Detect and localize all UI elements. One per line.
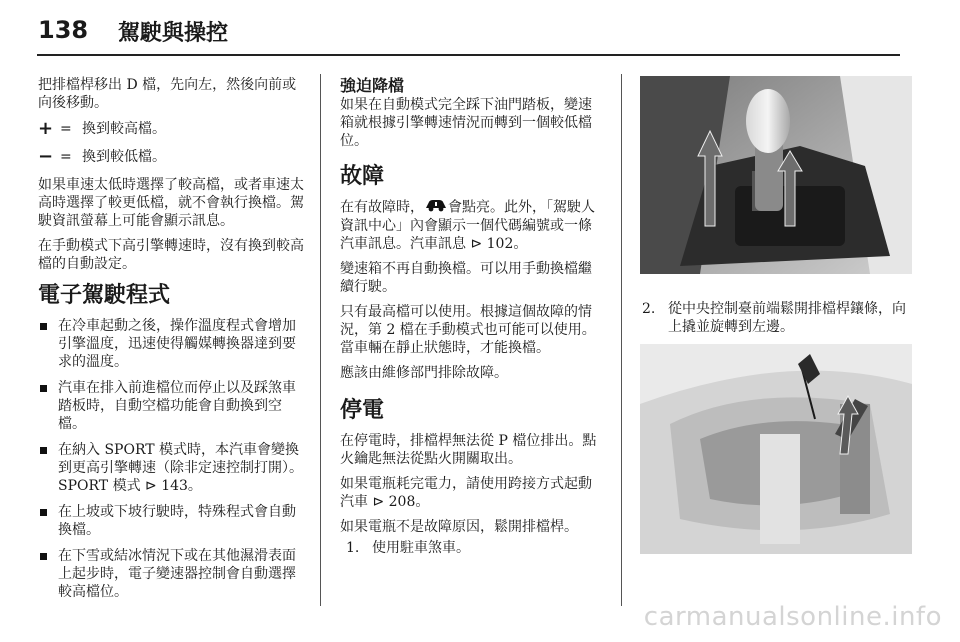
- kickdown-heading: 強迫降檔: [340, 76, 405, 95]
- car-transmission-icon: [424, 198, 448, 217]
- power-failure-heading: 停電: [340, 398, 385, 423]
- step-2: [642, 300, 912, 336]
- step-2-text: 從中央控制臺前端鬆開排檔桿鑲條，向上撬並旋轉到左邊。: [668, 301, 906, 335]
- plus-equals: =: [60, 121, 72, 137]
- plus-text: 換到較高檔。: [82, 121, 166, 137]
- plus-symbol: +: [38, 118, 54, 139]
- minus-symbol: −: [38, 146, 54, 167]
- gear-lever-photo: [640, 76, 912, 274]
- column-divider: [320, 74, 321, 606]
- shift-limit-paragraph: 如果車速太低時選擇了較高檔，或者車速太高時選擇了較更低檔，就不會執行換檔。駕駛資訊螢幕上可能會顯示訊息。: [38, 177, 304, 229]
- fault-paragraph-4: 應該由維修部門排除故障。: [340, 365, 508, 381]
- page-number: 138: [38, 16, 89, 44]
- electronic-program-heading: 電子駕駛程式: [38, 283, 171, 308]
- step-1: [340, 539, 602, 557]
- list-item: 在上坡或下坡行駛時，特殊程式會自動換檔。: [38, 503, 304, 539]
- manual-mode-paragraph: 在手動模式下高引擎轉速時，沒有換到較高檔的自動設定。: [38, 238, 304, 272]
- minus-equals: =: [60, 149, 72, 165]
- minus-text: 換到較低檔。: [82, 149, 166, 165]
- fault-paragraph-2: 變速箱不再自動換檔。可以用手動換檔繼續行駛。: [340, 261, 592, 295]
- fault-paragraph-3: 只有最高檔可以使用。根據這個故障的情況，第 2 檔在手動模式也可能可以使用。當車輛在靜止狀態時，才能換檔。: [340, 304, 596, 356]
- list-item: 在下雪或結冰情況下或在其他濕滑表面上起步時，電子變速器控制會自動選擇較高檔位。: [38, 547, 304, 601]
- fault-text-after: 會點亮。此外，「駕駛人資訊中心」內會顯示一個代碼編號或一條汽車訊息。汽車訊息 ⊳ 102。: [340, 199, 595, 252]
- intro-text: 把排檔桿移出 D 檔，先向左，然後向前或向後移動。: [38, 77, 297, 111]
- step-1-text: 使用駐車煞車。: [372, 540, 470, 556]
- step-1-number: 1.: [346, 540, 360, 556]
- power-paragraph-3: 如果電瓶不是故障原因，鬆開排檔桿。: [340, 519, 578, 535]
- power-paragraph-1: 在停電時，排檔桿無法從 P 檔位排出。點火鑰匙無法從點火開關取出。: [340, 433, 597, 467]
- shift-up-row: [38, 120, 304, 138]
- fault-paragraph-1: [340, 198, 602, 253]
- trim-removal-photo: [640, 344, 912, 554]
- column-right: [642, 300, 912, 336]
- power-paragraph-2: 如果電瓶耗完電力，請使用跨接方式起動汽車 ⊳ 208。: [340, 476, 592, 510]
- list-item: 汽車在排入前進檔位而停止以及踩煞車踏板時，自動空檔功能會自動換到空檔。: [38, 379, 304, 433]
- watermark: carmanualsonline.info: [643, 602, 942, 632]
- column-divider: [621, 74, 622, 606]
- shift-down-row: [38, 148, 304, 166]
- list-item: 在納入 SPORT 模式時，本汽車會變換到更高引擎轉速（除非定速控制打開）。SPORT 模式 ⊳ 143。: [38, 441, 304, 495]
- fault-heading: 故障: [340, 164, 385, 189]
- list-item: 在冷車起動之後，操作溫度程式會增加引擎溫度，迅速使得觸媒轉換器達到要求的溫度。: [38, 317, 304, 371]
- step-2-number: 2.: [642, 301, 656, 317]
- kickdown-text: 如果在自動模式完全踩下油門踏板，變速箱就根據引擎轉速情況而轉到一個較低檔位。: [340, 97, 592, 149]
- fault-text-before: 在有故障時，: [340, 199, 424, 216]
- column-middle: [340, 76, 602, 557]
- header-rule: [37, 54, 900, 56]
- section-title: 駕駛與操控: [118, 21, 229, 46]
- program-bullet-list: [38, 317, 304, 601]
- column-left: [38, 76, 304, 609]
